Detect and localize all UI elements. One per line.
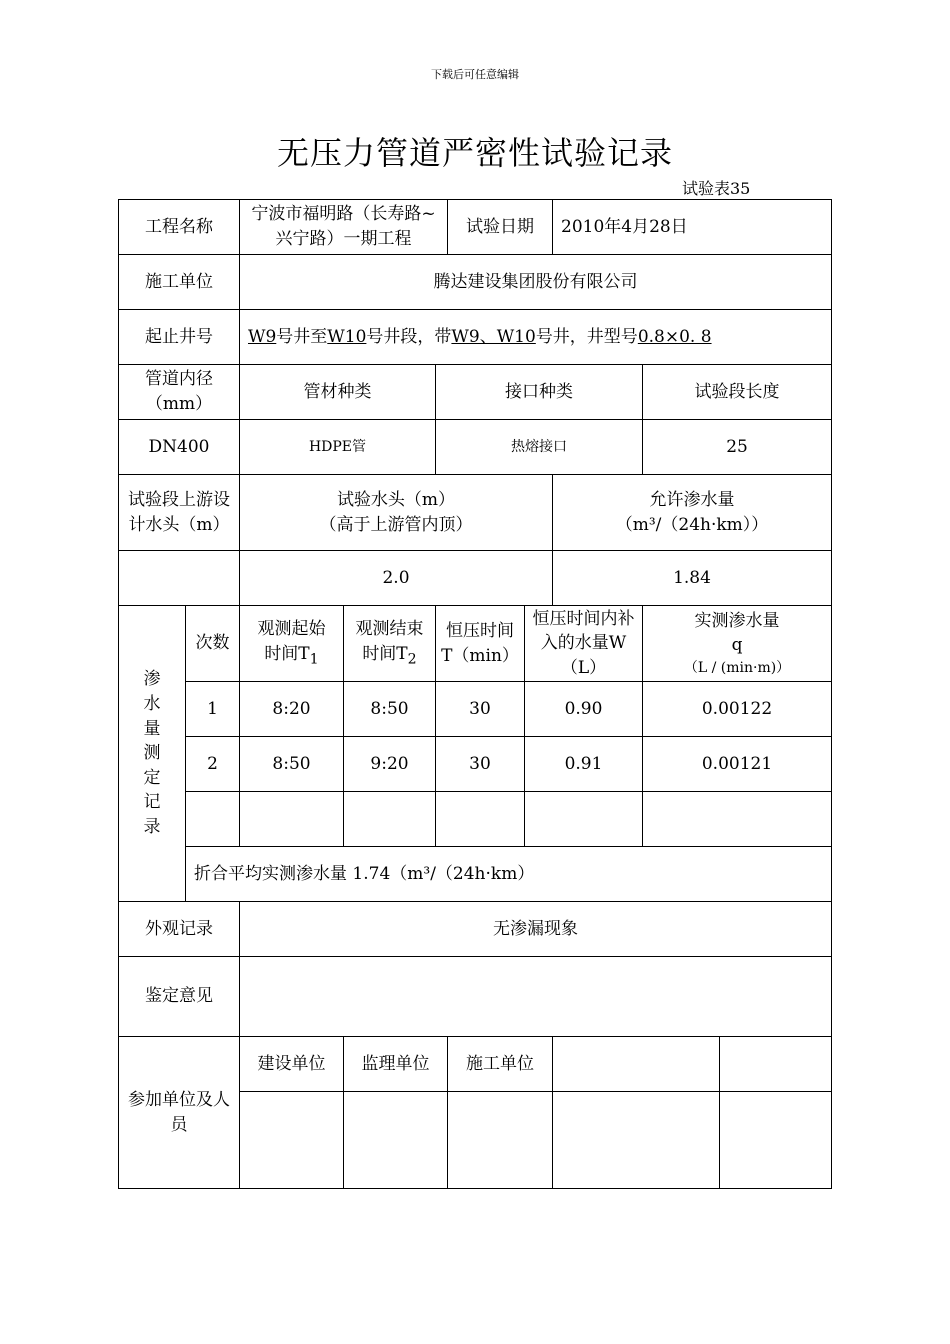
appearance-value: 无渗漏现象 xyxy=(240,902,832,957)
header-water: 恒压时间内补入的水量W（L） xyxy=(525,606,643,682)
material-label: 管材种类 xyxy=(240,365,436,420)
row-count xyxy=(186,792,240,847)
well-type: 0.8×0. 8 xyxy=(637,326,712,347)
row-seepage xyxy=(643,792,832,847)
row-start: 8:50 xyxy=(240,737,344,792)
sign-extra-2 xyxy=(720,1092,832,1189)
row-duration xyxy=(436,792,525,847)
test-head-title: 试验水头（m） xyxy=(336,489,456,510)
record-sheet xyxy=(118,199,831,1189)
measure-side-label xyxy=(119,606,186,902)
party-extra-2 xyxy=(720,1037,832,1092)
allow-title: 允许渗水量 xyxy=(649,489,735,510)
to-well: W10 xyxy=(327,326,367,347)
joint-value: 热熔接口 xyxy=(436,420,643,475)
design-head-label: 试验段上游设计水头（m） xyxy=(119,475,240,551)
date-value: 2010年4月28日 xyxy=(553,200,832,255)
table-row xyxy=(119,682,832,737)
sign-extra-1 xyxy=(553,1092,720,1189)
wells-included: W9、W10 xyxy=(451,326,536,347)
header-seepage-unit: （L / (min·m)） xyxy=(683,659,791,676)
contractor-value: 腾达建设集团股份有限公司 xyxy=(240,255,832,310)
sign-owner xyxy=(240,1092,344,1189)
material-value: HDPE管 xyxy=(240,420,436,475)
party-owner: 建设单位 xyxy=(240,1037,344,1092)
design-head-value xyxy=(119,551,240,606)
row-end: 8:50 xyxy=(344,682,436,737)
party-extra-1 xyxy=(553,1037,720,1092)
length-value: 25 xyxy=(643,420,832,475)
allow-label xyxy=(553,475,832,551)
header-count: 次数 xyxy=(186,606,240,682)
wells-value xyxy=(240,310,832,365)
wells-text-2: 号井段，带 xyxy=(366,326,452,347)
row-water: 0.90 xyxy=(525,682,643,737)
sign-supervisor xyxy=(344,1092,448,1189)
allow-sub: （m³/（24h·km）） xyxy=(615,514,769,535)
opinion-value xyxy=(240,957,832,1037)
row-count: 2 xyxy=(186,737,240,792)
test-head-label xyxy=(240,475,553,551)
from-well: W9 xyxy=(248,326,277,347)
test-head-value: 2.0 xyxy=(240,551,553,606)
diameter-label: 管道内径（mm） xyxy=(119,365,240,420)
date-label: 试验日期 xyxy=(448,200,553,255)
header-start: 观测起始 时间$T_1$ xyxy=(240,606,344,682)
diameter-value: DN400 xyxy=(119,420,240,475)
project-value: 宁波市福明路（长寿路~兴宁路）一期工程 xyxy=(240,200,448,255)
row-start xyxy=(240,792,344,847)
table-row xyxy=(119,792,832,847)
contractor-label: 施工单位 xyxy=(119,255,240,310)
form-number: 试验表35 xyxy=(682,179,751,198)
sign-builder xyxy=(448,1092,553,1189)
header-seepage xyxy=(643,606,832,682)
table-row xyxy=(119,737,832,792)
party-builder: 施工单位 xyxy=(448,1037,553,1092)
opinion-label: 鉴定意见 xyxy=(119,957,240,1037)
allow-value: 1.84 xyxy=(553,551,832,606)
project-label: 工程名称 xyxy=(119,200,240,255)
row-end xyxy=(344,792,436,847)
average-seepage: 折合平均实测渗水量 1.74（m³/（24h·km） xyxy=(186,847,832,902)
joint-label: 接口种类 xyxy=(436,365,643,420)
row-water: 0.91 xyxy=(525,737,643,792)
wells-label: 起止井号 xyxy=(119,310,240,365)
header-seepage-q: q xyxy=(731,635,743,656)
party-supervisor: 监理单位 xyxy=(344,1037,448,1092)
page-title: 无压力管道严密性试验记录 xyxy=(276,134,673,172)
header-seepage-title: 实测渗水量 xyxy=(694,610,780,631)
record-table xyxy=(118,199,832,1189)
appearance-label: 外观记录 xyxy=(119,902,240,957)
row-end: 9:20 xyxy=(344,737,436,792)
measure-side-text: 渗水量测定记录 xyxy=(143,669,161,838)
row-duration: 30 xyxy=(436,737,525,792)
row-seepage: 0.00121 xyxy=(643,737,832,792)
row-seepage: 0.00122 xyxy=(643,682,832,737)
wells-text-1: 号井至 xyxy=(276,326,328,347)
length-label: 试验段长度 xyxy=(643,365,832,420)
header-note: 下载后可任意编辑 xyxy=(431,68,519,81)
row-count: 1 xyxy=(186,682,240,737)
row-water xyxy=(525,792,643,847)
row-start: 8:20 xyxy=(240,682,344,737)
wells-text-3: 号井，井型号 xyxy=(535,326,638,347)
parties-label: 参加单位及人员 xyxy=(119,1037,240,1189)
header-end: 观测结束 时间$T_2$ xyxy=(344,606,436,682)
test-head-sub: （高于上游管内顶） xyxy=(319,514,473,535)
header-duration: 恒压时间 T（min） xyxy=(436,606,525,682)
row-duration: 30 xyxy=(436,682,525,737)
